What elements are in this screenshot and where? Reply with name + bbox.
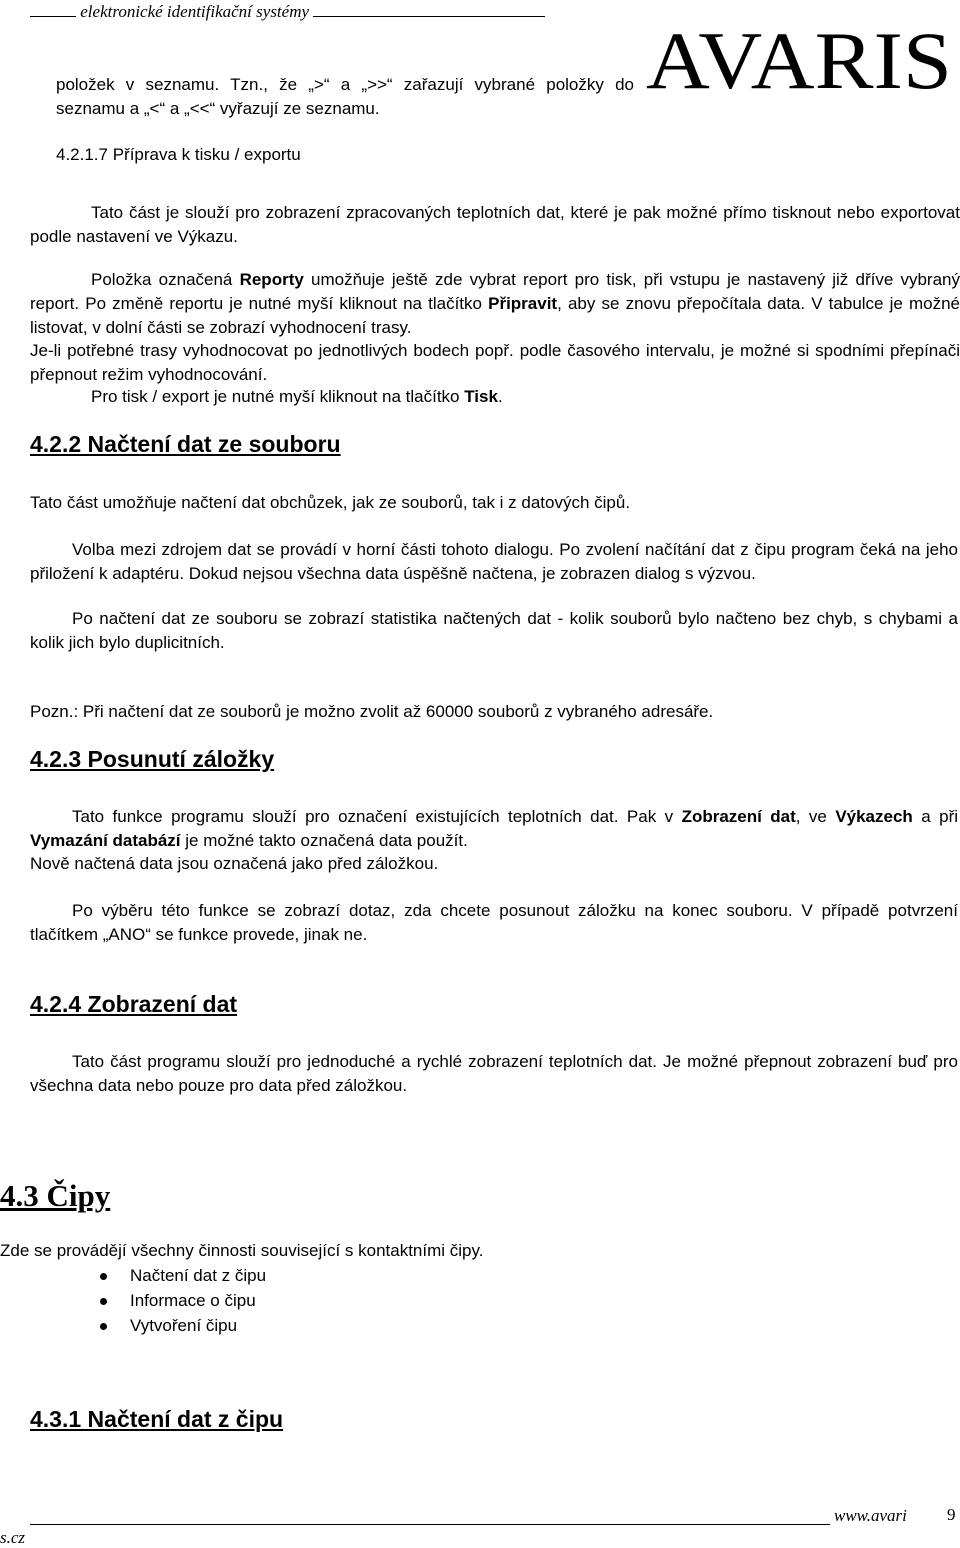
section-heading-4-3: 4.3 Čipy (0, 1178, 111, 1213)
section-heading-4-3-1: 4.3.1 Načtení dat z čipu (30, 1406, 284, 1432)
evaluation-mode-paragraph: Je-li potřebné trasy vyhodnocovat po jednotlivých bodech popř. podle časového intervalu, je možné si spodními přepínači přepnout režim vyhodnocování. (30, 341, 960, 384)
new-data-note: Nově načtená data jsou označená jako před záložkou. (30, 854, 439, 873)
data-display-term: Zobrazení dat (681, 807, 796, 826)
chips-function-list (100, 1263, 266, 1338)
list-item: Načtení dat z čipu (100, 1263, 266, 1288)
list-item: Informace o čipu (100, 1288, 266, 1313)
file-load-intro: Tato část umožňuje načtení dat obchůzek, jak ze souborů, tak i z datových čipů. (30, 493, 631, 512)
source-selection-paragraph: Volba mezi zdrojem dat se provádí v horní části tohoto dialogu. Po zvolení načítání dat z čipu program čeká na jeho přiložení k adaptéru. Dokud nejsou všechna data úspěšně načtena, je zobrazen dialog s výzvou. (30, 540, 958, 583)
running-header-title: elektronické identifikační systémy (80, 2, 310, 21)
reports-paragraph: Položka označená Reporty umožňuje ještě zde vybrat report pro tisk, při vstupu je nastavený již dříve vybraný report. Po změně reportu je nutné myší kliknout na tlačítko Připravit, aby se znovu přepočítala data. V tabulce je možné listovat, v dolní části se zobrazí vyhodnocení trasy. (30, 270, 960, 337)
footer-rule (30, 1524, 830, 1525)
footer-url-part2: s.cz (0, 1528, 26, 1547)
list-item: Vytvoření čipu (100, 1313, 266, 1338)
data-display-paragraph: Tato část programu slouží pro jednoduché a rychlé zobrazení teplotních dat. Je možné přepnout zobrazení buď pro všechna data nebo pouze pro data před záložkou. (30, 1052, 958, 1095)
reports-statements-term: Výkazech (835, 807, 913, 826)
bookmark-purpose-paragraph: Tato funkce programu slouží pro označení existujících teplotních dat. Pak v Zobrazení dat, ve Výkazech a při Vymazání databází je možné takto označená data použít. (30, 807, 959, 850)
list-move-description: položek v seznamu. Tzn., že „>“ a „>>“ zařazují vybrané položky do seznamu a „<“ a „<<“ vyřazují ze seznamu. (56, 75, 634, 118)
print-term: Tisk (464, 387, 498, 406)
file-limit-note: Pozn.: Při načtení dat ze souborů je možno zvolit až 60000 souborů z vybraného adresáře. (30, 702, 714, 721)
bookmark-confirm-paragraph: Po výběru této funkce se zobrazí dotaz, zda chcete posunout záložku na konec souboru. V případě potvrzení tlačítkem „ANO“ se funkce provede, jinak ne. (30, 901, 958, 944)
section-heading-4-2-2: 4.2.2 Načtení dat ze souboru (30, 431, 341, 457)
running-header (30, 2, 545, 22)
footer-url-part1: www.avari (834, 1506, 907, 1525)
chips-intro: Zde se provádějí všechny činnosti související s kontaktními čipy. (0, 1241, 484, 1260)
subsection-heading-4-2-1-7: 4.2.1.7 Příprava k tisku / exportu (56, 145, 301, 164)
logo-text: AVARIS (646, 15, 952, 92)
section-heading-4-2-3: 4.2.3 Posunutí záložky (30, 746, 275, 772)
print-instruction: Pro tisk / export je nutné myší kliknout na tlačítko Tisk. (91, 387, 503, 406)
print-export-intro: Tato část je slouží pro zobrazení zpracovaných teplotních dat, které je pak možné přímo tisknout nebo exportovat podle nastavení ve Výkazu. (30, 203, 960, 246)
prepare-term: Připravit (488, 294, 558, 313)
page-number: 9 (947, 1505, 956, 1524)
reports-term: Reporty (239, 270, 304, 289)
avaris-logo (640, 0, 960, 92)
database-delete-term: Vymazání databází (30, 831, 181, 850)
section-heading-4-2-4: 4.2.4 Zobrazení dat (30, 991, 238, 1017)
load-statistics-paragraph: Po načtení dat ze souboru se zobrazí statistika načtených dat - kolik souborů bylo načteno bez chyb, s chybami a kolik jich bylo duplicitních. (30, 609, 958, 652)
